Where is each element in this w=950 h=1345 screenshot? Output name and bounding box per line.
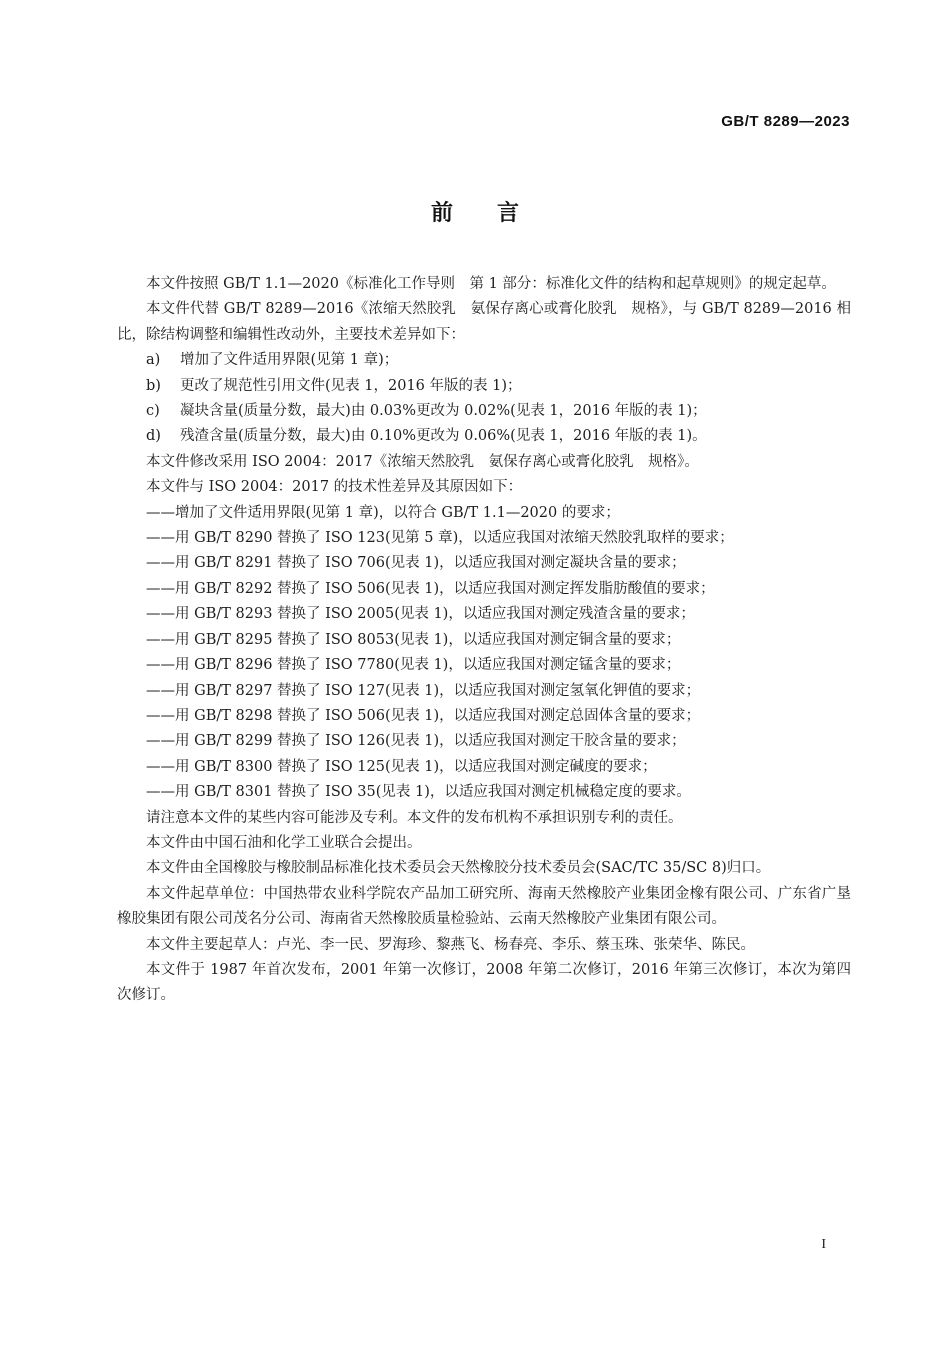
list-item-difference: ——用 GB/T 8293 替换了 ISO 2005(见表 1)，以适应我国对测定残渣含量的要求；	[146, 606, 695, 623]
paragraph-adoption: 本文件修改采用 ISO 2004：2017《浓缩天然胶乳 氨保存离心或膏化胶乳 规格》。	[146, 453, 699, 470]
paragraph-drafting-units: 本文件起草单位：中国热带农业科学院农产品加工研究所、海南天然橡胶产业集团金橡有限公司、广东省广垦橡胶集团有限公司茂名分公司、海南省天然橡胶质量检验站、云南天然橡胶产业集团有限公司。	[117, 885, 851, 928]
list-item-change	[117, 399, 851, 424]
list-item-difference: ——用 GB/T 8295 替换了 ISO 8053(见表 1)，以适应我国对测定铜含量的要求；	[146, 631, 681, 648]
paragraph-drafters: 本文件主要起草人：卢光、李一民、罗海珍、黎燕飞、杨春亮、李乐、蔡玉珠、张荣华、陈民。	[146, 936, 755, 953]
paragraph-committee: 本文件由全国橡胶与橡胶制品标准化技术委员会天然橡胶分技术委员会(SAC/TC 35/SC 8)归口。	[146, 860, 771, 877]
list-item-difference: ——用 GB/T 8291 替换了 ISO 706(见表 1)，以适应我国对测定凝块含量的要求；	[146, 555, 686, 572]
list-label: c)	[146, 403, 160, 420]
list-item-difference: ——用 GB/T 8298 替换了 ISO 506(见表 1)，以适应我国对测定总固体含量的要求；	[146, 707, 701, 724]
list-item-difference: ——用 GB/T 8300 替换了 ISO 125(见表 1)，以适应我国对测定碱度的要求；	[146, 758, 657, 775]
list-item-difference: ——用 GB/T 8301 替换了 ISO 35(见表 1)，以适应我国对测定机械稳定度的要求。	[146, 784, 691, 801]
list-item-difference: ——增加了文件适用界限(见第 1 章)，以符合 GB/T 1.1—2020 的要求；	[146, 504, 620, 521]
paragraph-history: 本文件于 1987 年首次发布，2001 年第一次修订，2008 年第二次修订，2016 年第三次修订，本次为第四次修订。	[117, 961, 851, 1004]
list-item-change	[117, 424, 851, 449]
list-item-difference: ——用 GB/T 8292 替换了 ISO 506(见表 1)，以适应我国对测定挥发脂肪酸值的要求；	[146, 580, 715, 597]
page-number: I	[821, 1237, 826, 1252]
paragraph-differences-intro: 本文件与 ISO 2004：2017 的技术性差异及其原因如下：	[146, 479, 523, 496]
list-item-difference: ——用 GB/T 8299 替换了 ISO 126(见表 1)，以适应我国对测定干胶含量的要求；	[146, 733, 686, 750]
paragraph-replaces: 本文件代替 GB/T 8289—2016《浓缩天然胶乳 氨保存离心或膏化胶乳 规格》，与 GB/T 8289—2016 相比，除结构调整和编辑性改动外，主要技术差异如下：	[117, 301, 851, 343]
list-item-difference: ——用 GB/T 8297 替换了 ISO 127(见表 1)，以适应我国对测定氢氧化钾值的要求；	[146, 682, 701, 699]
standard-number: GB/T 8289—2023	[721, 113, 850, 130]
list-item-change	[117, 374, 851, 399]
list-label: b)	[146, 377, 161, 394]
list-item-difference: ——用 GB/T 8290 替换了 ISO 123(见第 5 章)，以适应我国对浓缩天然胶乳取样的要求；	[146, 530, 734, 547]
paragraph-proposer: 本文件由中国石油和化学工业联合会提出。	[146, 834, 422, 851]
foreword-body	[117, 272, 851, 1009]
list-label: a)	[146, 352, 161, 369]
list-label: d)	[146, 428, 161, 445]
list-item-change	[117, 348, 851, 373]
list-text: 增加了文件适用界限(见第 1 章)；	[180, 352, 399, 369]
list-text: 残渣含量(质量分数，最大)由 0.10%更改为 0.06%(见表 1，2016 年版的表 1)。	[180, 428, 707, 445]
list-text: 凝块含量(质量分数，最大)由 0.03%更改为 0.02%(见表 1，2016 年版的表 1)；	[180, 403, 707, 420]
page-title: 前言	[430, 201, 563, 226]
paragraph-patent-notice: 请注意本文件的某些内容可能涉及专利。本文件的发布机构不承担识别专利的责任。	[146, 809, 683, 826]
paragraph-drafting-rules: 本文件按照 GB/T 1.1—2020《标准化工作导则 第 1 部分：标准化文件的结构和起草规则》的规定起草。	[146, 276, 836, 292]
list-text: 更改了规范性引用文件(见表 1，2016 年版的表 1)；	[180, 377, 522, 394]
list-item-difference: ——用 GB/T 8296 替换了 ISO 7780(见表 1)，以适应我国对测定锰含量的要求；	[146, 657, 681, 674]
